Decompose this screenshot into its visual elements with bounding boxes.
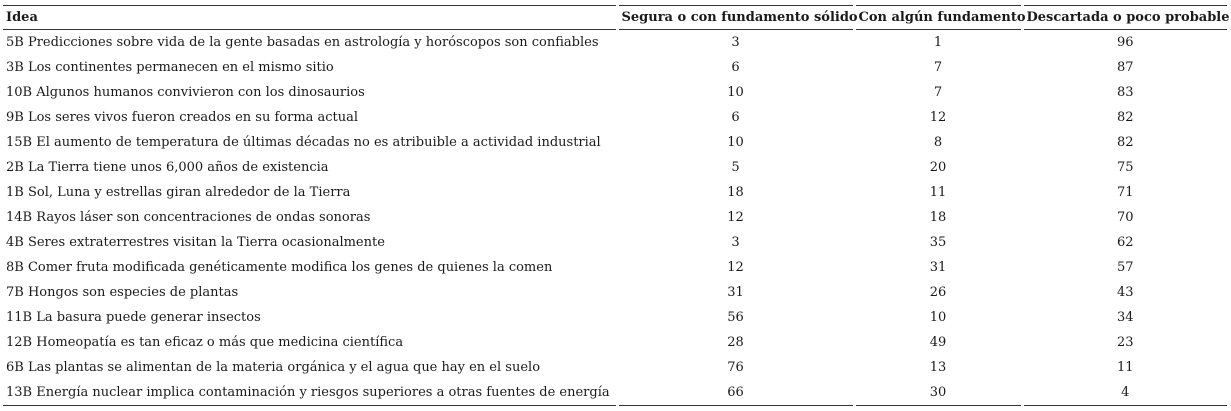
cell-segura: 56 (617, 305, 854, 330)
cell-algun-fundamento: 13 (854, 355, 1022, 380)
cell-segura: 5 (617, 155, 854, 180)
table-row (3, 55, 1227, 80)
table-row (3, 280, 1227, 305)
cell-algun-fundamento: 49 (854, 330, 1022, 355)
cell-idea: 11B La basura puede generar insectos (6, 310, 261, 325)
cell-descartada: 4 (1022, 380, 1227, 406)
cell-algun-fundamento: 7 (854, 80, 1022, 105)
cell-descartada: 43 (1022, 280, 1227, 305)
cell-idea: 5B Predicciones sobre vida de la gente basadas en astrología y horóscopos son confiables (6, 35, 599, 50)
cell-segura: 6 (617, 55, 854, 80)
table-row (3, 30, 1227, 56)
cell-idea: 12B Homeopatía es tan eficaz o más que medicina científica (6, 335, 404, 350)
cell-idea: 14B Rayos láser son concentraciones de ondas sonoras (6, 210, 371, 225)
table-row (3, 230, 1227, 255)
cell-segura: 76 (617, 355, 854, 380)
cell-segura: 10 (617, 80, 854, 105)
cell-descartada: 82 (1022, 105, 1227, 130)
cell-descartada: 96 (1022, 30, 1227, 56)
cell-idea: 13B Energía nuclear implica contaminación y riesgos superiores a otras fuentes de energía (3, 380, 617, 406)
cell-descartada: 71 (1022, 180, 1227, 205)
cell-segura: 12 (617, 255, 854, 280)
cell-idea: 2B La Tierra tiene unos 6,000 años de existencia (6, 160, 329, 175)
table-body (3, 30, 1227, 406)
cell-algun-fundamento: 12 (854, 105, 1022, 130)
table-row (3, 130, 1227, 155)
table-row (3, 105, 1227, 130)
cell-idea: 1B Sol, Luna y estrellas giran alrededor de la Tierra (6, 185, 351, 200)
cell-idea: 7B Hongos son especies de plantas (6, 285, 239, 300)
table-row (3, 155, 1227, 180)
cell-algun-fundamento: 26 (854, 280, 1022, 305)
table-row (3, 330, 1227, 355)
cell-idea: 3B Los continentes permanecen en el mismo sitio (6, 60, 334, 75)
cell-algun-fundamento: 20 (854, 155, 1022, 180)
cell-algun-fundamento: 30 (854, 380, 1022, 406)
table-row (3, 180, 1227, 205)
cell-algun-fundamento: 31 (854, 255, 1022, 280)
cell-idea: 10B Algunos humanos convivieron con los dinosaurios (6, 85, 365, 100)
cell-idea: 9B Los seres vivos fueron creados en su forma actual (6, 110, 359, 125)
cell-descartada: 11 (1022, 355, 1227, 380)
table-row (3, 380, 1227, 406)
table-row (3, 80, 1227, 105)
table-row (3, 305, 1227, 330)
cell-segura: 12 (617, 205, 854, 230)
cell-algun-fundamento: 8 (854, 130, 1022, 155)
cell-descartada: 87 (1022, 55, 1227, 80)
cell-algun-fundamento: 11 (854, 180, 1022, 205)
table-header-row (3, 6, 1227, 30)
cell-descartada: 34 (1022, 305, 1227, 330)
header-segura: Segura o con fundamento sólido (617, 6, 854, 30)
cell-algun-fundamento: 10 (854, 305, 1022, 330)
header-idea: Idea (3, 6, 617, 30)
cell-idea: 8B Comer fruta modificada genéticamente modifica los genes de quienes la comen (6, 260, 553, 275)
cell-algun-fundamento: 7 (854, 55, 1022, 80)
table-row (3, 205, 1227, 230)
cell-segura: 3 (617, 30, 854, 56)
table-row (3, 355, 1227, 380)
cell-descartada: 23 (1022, 330, 1227, 355)
cell-segura: 28 (617, 330, 854, 355)
ideas-table (3, 5, 1230, 406)
cell-idea: 4B Seres extraterrestres visitan la Tierra ocasionalmente (6, 235, 385, 250)
cell-descartada: 82 (1022, 130, 1227, 155)
cell-descartada: 75 (1022, 155, 1227, 180)
cell-descartada: 62 (1022, 230, 1227, 255)
cell-descartada: 70 (1022, 205, 1227, 230)
cell-segura: 10 (617, 130, 854, 155)
cell-idea: 15B El aumento de temperatura de últimas décadas no es atribuible a actividad industrial (6, 135, 601, 150)
cell-segura: 66 (617, 380, 854, 406)
header-descartada: Descartada o poco probable (1022, 6, 1227, 30)
cell-segura: 31 (617, 280, 854, 305)
cell-algun-fundamento: 1 (854, 30, 1022, 56)
table-row (3, 255, 1227, 280)
cell-algun-fundamento: 18 (854, 205, 1022, 230)
cell-segura: 6 (617, 105, 854, 130)
cell-descartada: 57 (1022, 255, 1227, 280)
header-algun-fundamento: Con algún fundamento (854, 6, 1022, 30)
cell-descartada: 83 (1022, 80, 1227, 105)
cell-algun-fundamento: 35 (854, 230, 1022, 255)
cell-segura: 18 (617, 180, 854, 205)
cell-idea: 6B Las plantas se alimentan de la materia orgánica y el agua que hay en el suelo (6, 360, 541, 375)
cell-segura: 3 (617, 230, 854, 255)
